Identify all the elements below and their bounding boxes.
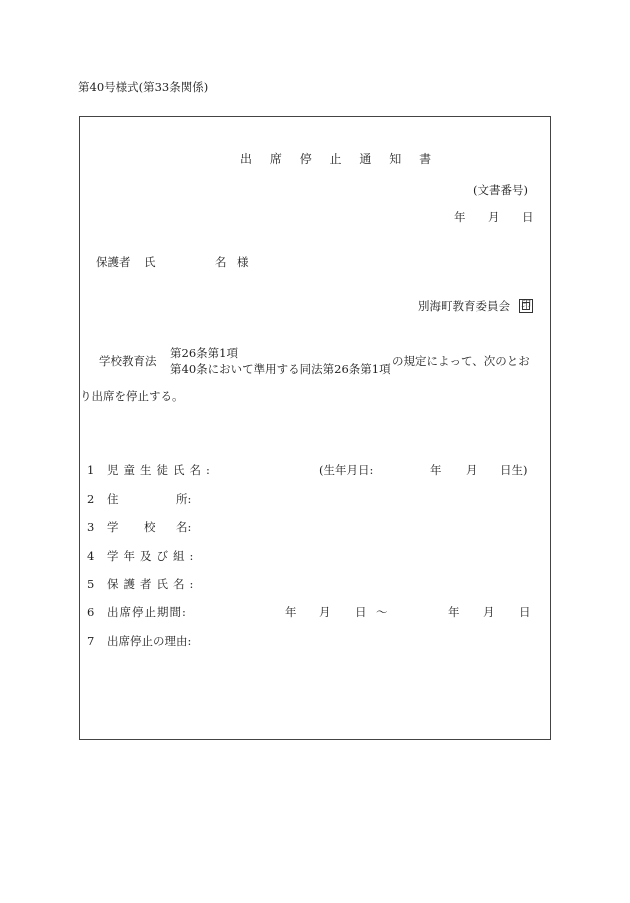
title-char: 知	[389, 152, 402, 166]
body-text-continued: り出席を停止する。	[80, 389, 184, 403]
law-name: 学校教育法	[99, 354, 157, 368]
birth-year: 年	[430, 463, 442, 477]
item-label-school-a: 学	[107, 520, 119, 534]
period-end-year: 年	[448, 605, 460, 619]
recipient-guardian: 保護者	[96, 255, 131, 269]
birth-day-close: 日生)	[500, 463, 528, 477]
item-number: 1	[87, 463, 95, 477]
date-month: 月	[488, 210, 500, 224]
seal-mark: 印	[521, 300, 531, 311]
period-start-month: 月	[319, 605, 331, 619]
body-text: の規定によって、次のとお	[392, 354, 530, 368]
item-number: 2	[87, 492, 95, 506]
item-number: 4	[87, 549, 95, 563]
recipient-sama: 様	[237, 255, 249, 269]
item-label-school-c: 名:	[176, 520, 192, 534]
item-number: 6	[87, 605, 95, 619]
birth-date-open: (生年月日:	[319, 463, 374, 477]
item-number: 7	[87, 634, 95, 648]
law-clause-2: 第40条において準用する同法第26条第1項	[170, 362, 391, 376]
recipient-mei: 名	[215, 255, 227, 269]
date-year: 年	[454, 210, 466, 224]
item-number: 5	[87, 577, 95, 591]
item-label-address-a: 住	[107, 492, 119, 506]
item-label-guardian-name: 保護者氏名:	[107, 577, 199, 591]
item-label-suspension-reason: 出席停止の理由:	[107, 634, 192, 648]
form-number: 第40号様式(第33条関係)	[78, 80, 209, 94]
title-char: 止	[329, 152, 342, 166]
period-end-month: 月	[483, 605, 495, 619]
period-start-day: 日	[355, 605, 367, 619]
recipient-shi: 氏	[144, 255, 156, 269]
date-day: 日	[522, 210, 534, 224]
title-char: 通	[359, 152, 372, 166]
title-char: 停	[299, 152, 312, 166]
document-title	[240, 153, 431, 165]
birth-month: 月	[466, 463, 478, 477]
period-start-year: 年	[285, 605, 297, 619]
period-tilde: 〜	[376, 605, 388, 619]
item-label-address-b: 所:	[176, 492, 192, 506]
issuer-name: 別海町教育委員会	[418, 299, 510, 313]
item-label-student-name: 児童生徒氏名:	[107, 463, 215, 477]
document-number: (文書番号)	[473, 183, 528, 197]
title-char: 出	[240, 152, 253, 166]
item-label-school-b: 校	[144, 520, 156, 534]
title-char: 席	[269, 152, 282, 166]
item-label-grade-class: 学年及び組:	[107, 549, 199, 563]
item-label-suspension-period: 出席停止期間:	[107, 605, 187, 619]
law-clause-1: 第26条第1項	[170, 346, 238, 360]
period-end-day: 日	[519, 605, 531, 619]
title-char: 書	[419, 152, 432, 166]
item-number: 3	[87, 520, 95, 534]
